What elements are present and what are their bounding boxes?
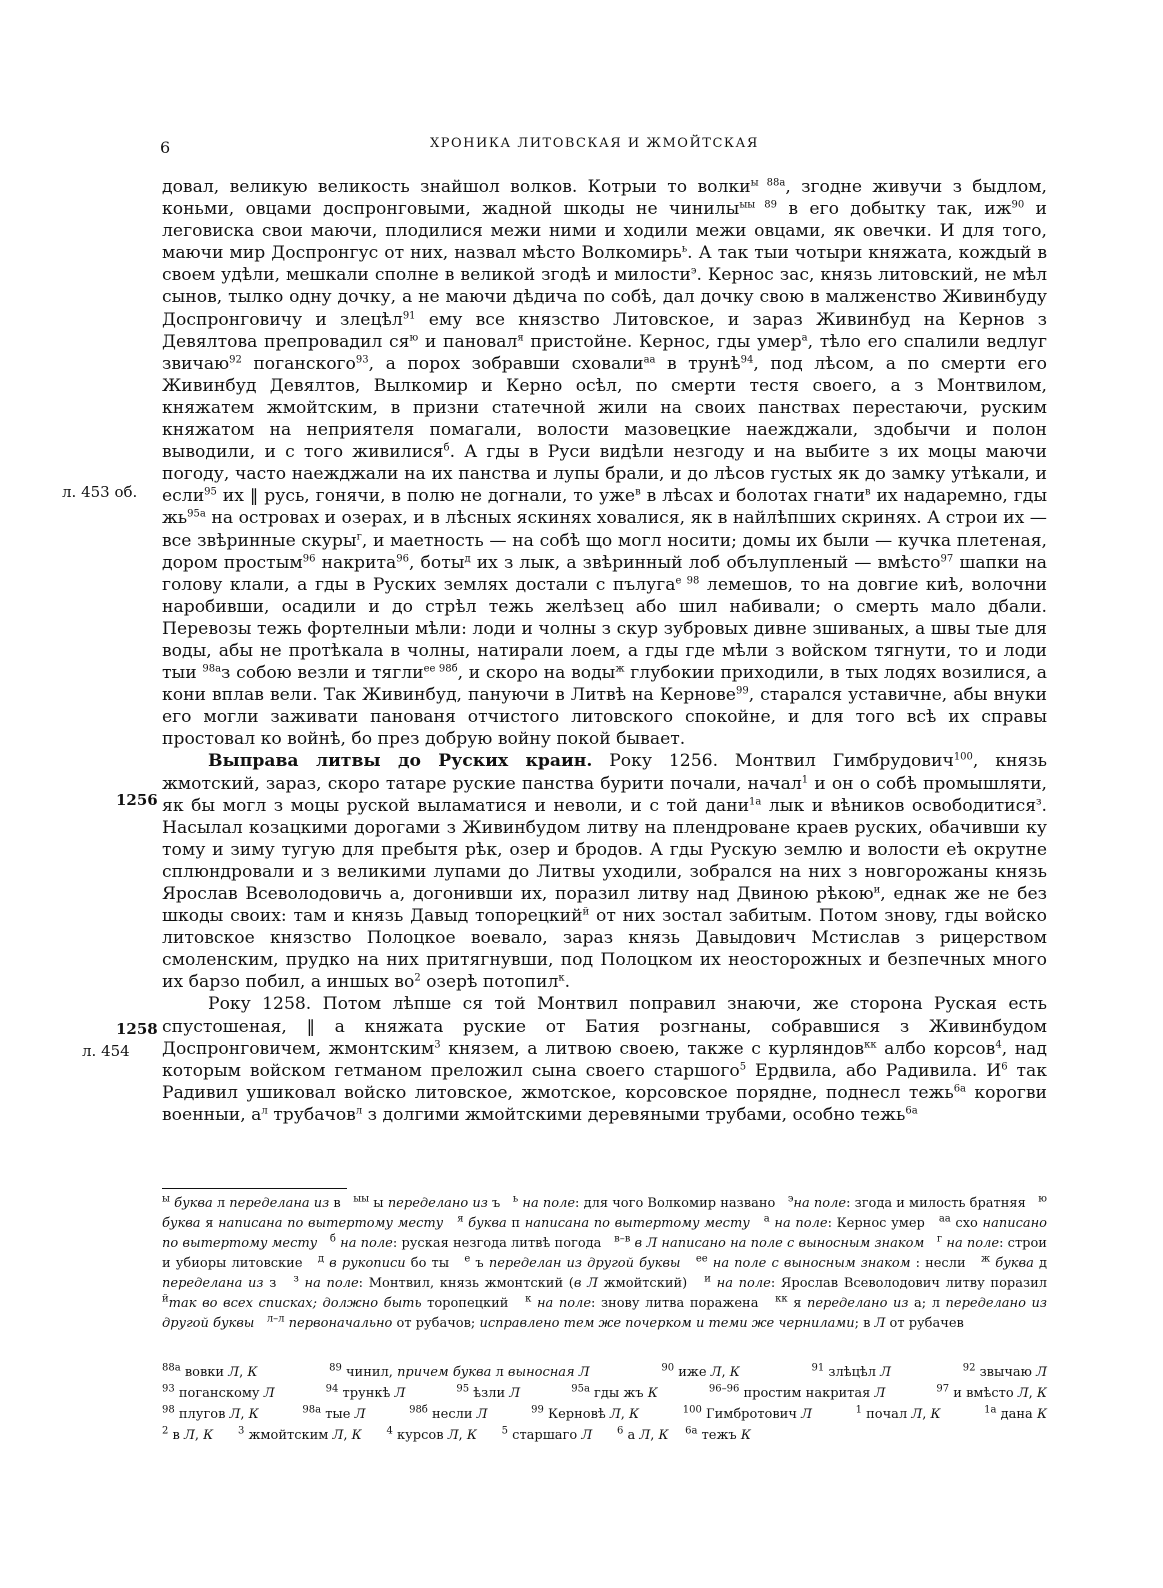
paragraph-1: довал, великую великость знайшол волков. Котрыи то волки$^{ы 88а}$, згодне живучи з быдлом, коньми, овцами доспронговыми, жадной шкоды не чинилы$^{ыы 89}$ в его добытку так, $иж^{90}$ и леговиска свои маючи, плодилися межи ними и ходили межи овцами, як овечки. И для того, маючи мир Доспронгус от них, назвал мѣсто Волкомирь$^ь$. А так тыи чотыри княжата, кождый в своем удѣли, мешкали сполне в великой згодѣ и милости$^э$. Кернос зас, князь литовский, не мѣл сынов, тылко одну дочку, а не маючи дѣдича по собѣ, дал дочку свою в малженство Живинбуду Доспронговичу и злецѣл$^{91}$ ему все князство Литовское, и зараз Живинбуд на Кернов з Девялтова препровадил $ся^ю$ и пановал$^я$ пристойне. Кернос, гды умер$^а$, тѣло его спалили ведлуг звичаю$^{92}$ поганского$^{93}$, а порох зобравши сховали$^{аа}$ в трунѣ$^{94}$, под лѣсом, а по смерти его Живинбуд Девялтов, Вылкомир и Керно осѣл, по смерти тестя своего, а з Монтвилом, княжатем жмойтским, в призни статечной жили на своих панствах перестаючи, руским княжатом на неприятеля помагали, волости мазовецкие наежджали, здобычи и полон выводили, и с того живилися$^б$. А гды в Руси видѣли незгоду и на выбите з их моцы маючи погоду, часто наежджали на их панства и лупы брали, и до лѣсов густых як до замку утѣкали, и если$^{95}$ их ‖ русь, гонячи, в полю не догнали, то уже$^в$ в лѣсах и болотах гнати$^в$ их надаремно, гды $жь^{95а}$ на островах и озерах, и в лѣсных яскинях ховалися, як в найлѣпших скринях. А строи их — все звѣринные скуры$^г$, и маетность — на собѣ що могл носити; домы их были — кучка плетеная, дором простым$^{96}$ накрита$^{96}$, боты$^д$ их з лык, а звѣринный лоб обълупленый — вмѣсто$^{97}$ шапки на голову клали, а гды в Руских землях достали с пълуга$^{е 98}$ лемешов, то на довгие киѣ, волочни наробивши, осадили и до стрѣл тежь желѣзец або шил набивали; о смерть мало дбали. Перевозы тежь фортелныи мѣли: лоди и чолны з скур зубровых дивне зшиваных, а швы тые для воды, абы не протѣкала в чолны, натирали лоем, а гды где мѣли з войском тягнути, то и лоди тыи $^{98а}$з собою везли и тягли$^{ее 98б}$, и скоро на воды$^ж$ глубокии приходили, в тых лодях возилися, а кони вплав вели. Так Живинбуд, пануючи в Литвѣ на Кернове$^{99}$, старался уставичне, абы внуки его могли заживати панованя отчистого литовского спокойне, и для того всѣ их справы простовал ко войнѣ, бо през добрую войну покой бывает. (162, 177, 1048, 750)
variant-row: $^{88а}$ вовки Л, К $^{89}$ чинил, причем буква л выносная Л $^{90}$ иже Л, К $^{91}$ злѣцѣл Л $^{92}$ звычаю Л (162, 1362, 1047, 1380)
critical-notes: $^ы$ буква л переделана из в $^{ыы}$ ы переделано из ъ $^ь$ на поле: для чого Волкомир названо $^э$на поле: згода и милость братняя $^ю$ буква я написана по вытертому месту $^я$ буква п написана по вытертому месту $^а$ на поле: Кернос умер $^{аа}$ схо написано по вытертому месту $^б$ на поле: руская незгода литвѣ погода $^{в-в}$ в Л написано на поле с выносным знаком $^г$ на поле: строи и убиоры литовские $^д$ в рукописи бо ты $^е$ ъ переделан из другой буквы $^{ее}$ на поле с выносным знаком : несли $^ж$ буква д переделана из з $^з$ на поле: Монтвил, князь жмонтский (в Л жмойтский) $^и$ на поле: Ярослав Всеволодович литву поразил $^й$так во всех списках; должно быть торопецкий $^к$ на поле: знову литва поражена $^{кк}$ я переделано из а; л переделано из другой буквы $^{л-л}$ первоначально от рубачов; исправлено тем же почерком и теми же чернилами; в Л от рубачев (162, 1193, 1048, 1331)
section-heading-1256: Выправа литвы до Руских краин. (208, 751, 593, 772)
variant-readings (162, 1362, 1047, 1446)
paragraph-2: Выправа литвы до Руских краин. Року 1256. Монтвил Гимбрудович$^{100}$, князь жмотский, зараз, скоро татаре руские панства бурити почали, начал$^1$ и он о собѣ промышляти, як бы могл з моцы руской выламатися и неволи, и с той дани$^{1а}$ лык и вѣников освободитися$^з$. Насылал козацкими дорогами з Живинбудом литву на плендроване краев руских, обачивши ку тому и зиму тугую для пребытя рѣк, озер и бродов. А гды Рускую землю и волости еѣ окрутне сплюндровали и з великими лупами до Литвы уходили, зобрался на них з новгорожаны князь Ярослав Всеволодовичь а, догонивши их, поразил литву над Двиною рѣкою$^и$, еднак же не без шкоды своих: там и князь Давыд топорецкий$^й$ от них зостал забитым. Потом зновy, гды войско литовское князство Полоцкое воевало, зараз князь Давыдович Мстислав з рицерством смоленским, прудко на них притягнувши, под Полоцком их неосторожных и безпечных много их барзо побил, а иншых $во^2$ озерѣ потопил$^к$. (162, 751, 1047, 993)
variant-row: $^{98}$ плугов Л, К $^{98а}$ тые Л $^{98б}$ несли Л $^{99}$ Керновѣ Л, К $^{100}$ Гимбротович Л $^1$ почал Л, К $^{1а}$ дана К (162, 1404, 1047, 1422)
page-number: 6 (160, 138, 171, 157)
main-text (162, 176, 1047, 1126)
paragraph-3: Року 1258. Потом лѣпше ся той Монтвил поправил знаючи, же сторона Руская есть спустошеная, ‖ а княжата руские от Батия розгнаны, собравшися з Живинбудом Доспронговичем, жмонтским$^3$ князем, а литвою своею, также с курляндов$^{кк}$ албо корсов$^4$, над которым войском гетманом преложил сына своего старшого$^5$ Ердвила, або Радивила. $И^6$ так Радивил ушиковал войско литовское, жмотское, корсовское порядне, поднесл тежь$^{6а}$ корогви военныи, $а^л$ трубачов$^л$ з долгими жмойтскими деревяными трубами, особно тежь$^{6а}$ (162, 994, 1048, 1125)
folio-note-454: л. 454 (82, 1042, 130, 1060)
year-note-1256: 1256 (116, 791, 158, 809)
running-head: ХРОНИКА ЛИТОВСКАЯ И ЖМОЙТСКАЯ (430, 136, 759, 151)
year-note-1258: 1258 (116, 1020, 158, 1038)
variant-row: $^{93}$ поганскому Л $^{94}$ трункѣ Л $^{95}$ ѣзли Л $^{95а}$ гды жъ К $^{96-96}$ простим накритая Л $^{97}$ и вмѣсто Л, К (162, 1383, 1047, 1401)
folio-note-453: л. 453 об. (62, 483, 138, 501)
variant-row: $^2$ в Л, К $^3$ жмойтским Л, К $^4$ курсов Л, К $^5$ старшаго Л $^6$ а Л, К $^{6а}$ тежъ К (162, 1425, 751, 1443)
footnote-rule (162, 1188, 347, 1189)
